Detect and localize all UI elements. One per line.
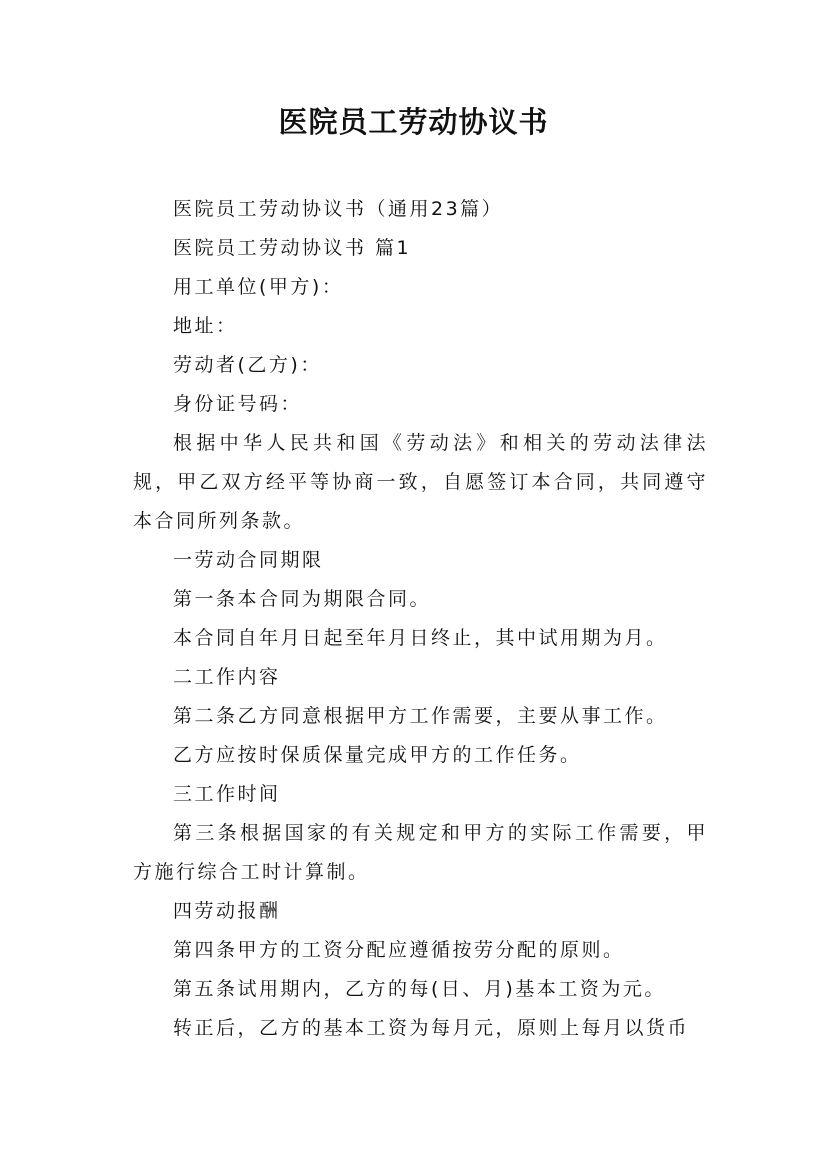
- paragraph-heading-term: 一劳动合同期限: [173, 549, 324, 571]
- paragraph-employer-field: 用工单位(甲方)：: [173, 276, 344, 298]
- paragraph-salary-after-probation: 转正后，乙方的基本工资为每月元，原则上每月以货币: [173, 1017, 690, 1039]
- paragraph-article-1: 第一条本合同为期限合同。: [173, 588, 432, 610]
- paragraph-term-dates: 本合同自年月日起至年月日终止，其中试用期为月。: [173, 627, 668, 649]
- paragraph-article-2: 第二条乙方同意根据甲方工作需要，主要从事工作。: [173, 705, 668, 727]
- paragraph-heading-work-content: 二工作内容: [173, 666, 281, 688]
- paragraph-id-number-field: 身份证号码：: [173, 393, 303, 415]
- paragraph-heading-remuneration: 四劳动报酬: [173, 900, 281, 922]
- paragraph-employee-field: 劳动者(乙方)：: [173, 354, 322, 376]
- document-title: 医院员工劳动协议书: [278, 105, 549, 139]
- paragraph-article-5: 第五条试用期内，乙方的每(日、月)基本工资为元。: [173, 978, 666, 1000]
- document-body: [133, 190, 708, 1048]
- paragraph-preamble: 根据中华人民共和国《劳动法》和相关的劳动法律法规，甲乙双方经平等协商一致，自愿签订本合同，共同遵守本合同所列条款。: [133, 432, 708, 532]
- paragraph-address-field: 地址：: [173, 315, 238, 337]
- paragraph-heading-work-time: 三工作时间: [173, 783, 281, 805]
- paragraph-article-3: 第三条根据国家的有关规定和甲方的实际工作需要，甲方施行综合工时计算制。: [133, 822, 708, 883]
- paragraph-subtitle: 医院员工劳动协议书（通用23篇）: [173, 198, 504, 220]
- paragraph-section-heading: 医院员工劳动协议书 篇1: [173, 237, 412, 259]
- paragraph-article-4: 第四条甲方的工资分配应遵循按劳分配的原则。: [173, 939, 625, 961]
- paragraph-work-task: 乙方应按时保质保量完成甲方的工作任务。: [173, 744, 582, 766]
